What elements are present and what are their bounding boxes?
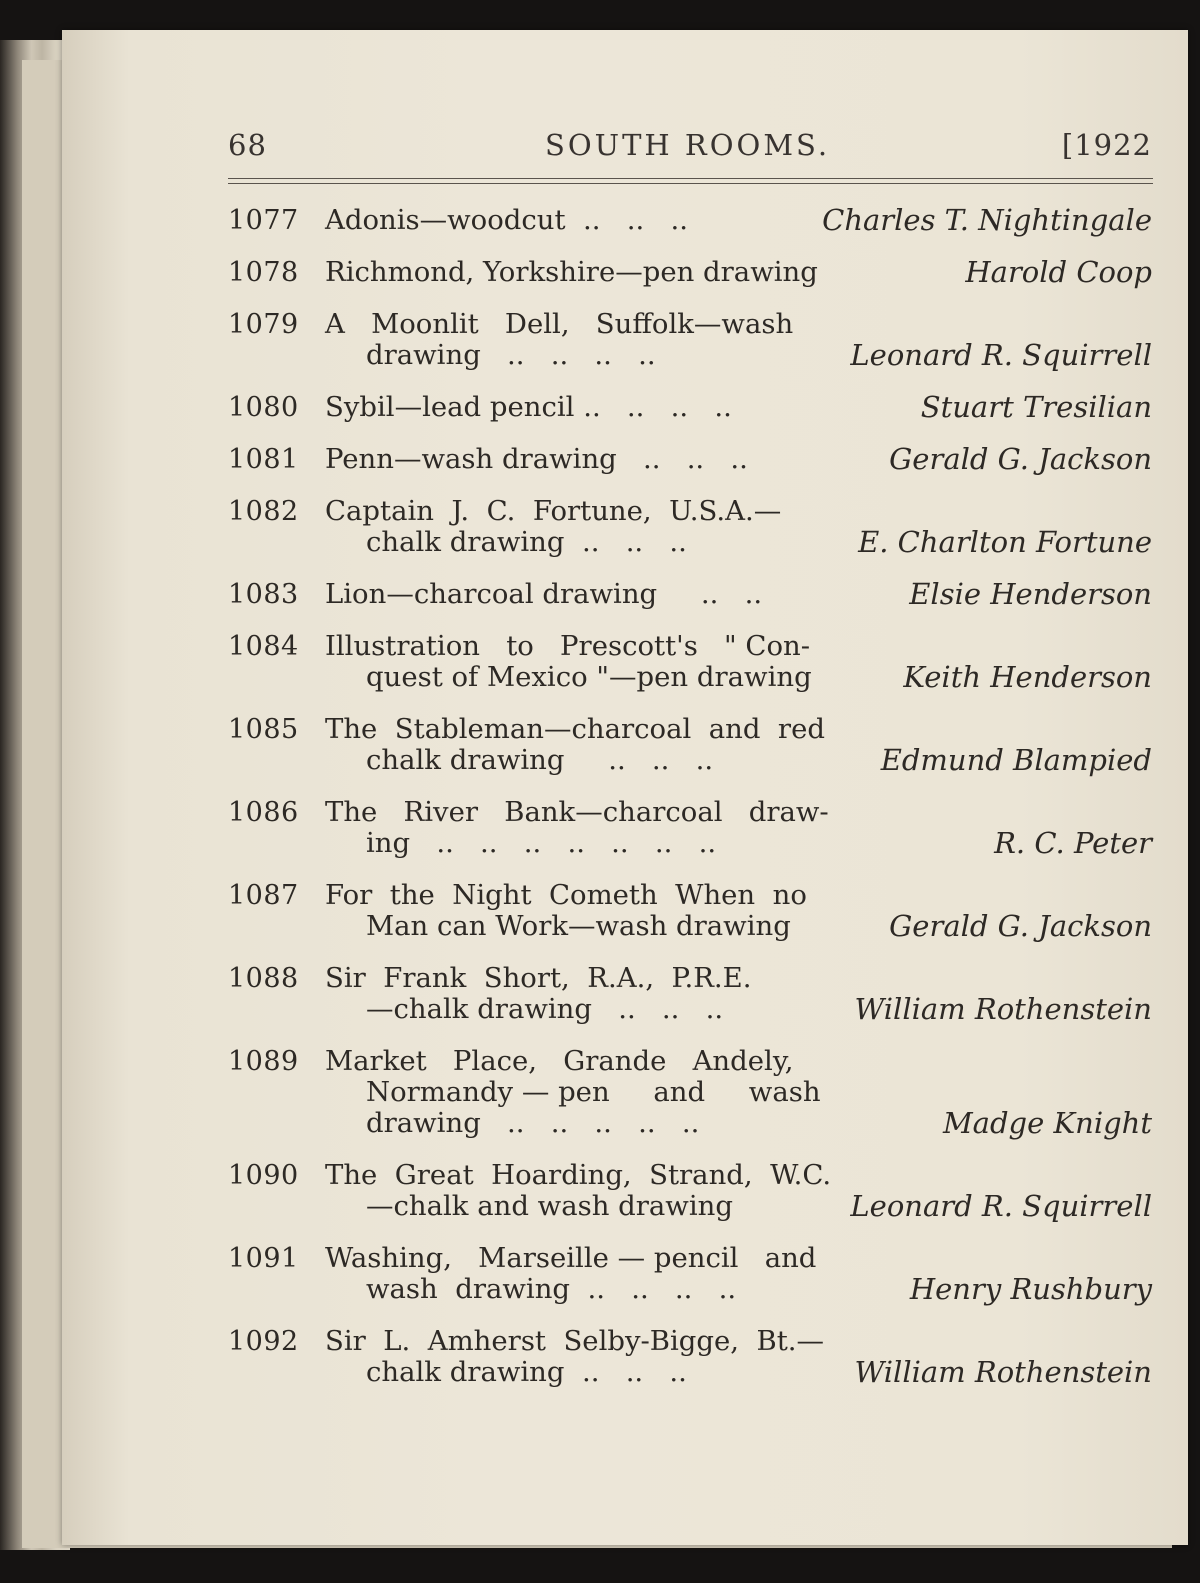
- entry-title-text: wash drawing .. .. .. ..: [366, 1273, 737, 1305]
- entry-number: 1091: [228, 1243, 299, 1274]
- entry-number: 1083: [228, 579, 299, 610]
- entry-artist: William Rothenstein: [854, 1355, 1152, 1389]
- entry-title-text: Washing, Marseille — pencil and: [325, 1242, 817, 1274]
- entry-title-text: ing .. .. .. .. .. .. ..: [366, 827, 717, 859]
- entry-number: 1078: [228, 257, 299, 288]
- entry-title-line: [228, 631, 1158, 662]
- entry-title-text: A Moonlit Dell, Suffolk—wash: [325, 308, 794, 340]
- entry-title-line: [228, 1326, 1158, 1357]
- entry-artist: Leonard R. Squirrell: [850, 1189, 1152, 1223]
- entry-title-line: [228, 1243, 1158, 1274]
- entry-title-text: quest of Mexico "—pen drawing: [366, 661, 812, 693]
- entry-artist: Keith Henderson: [903, 660, 1152, 694]
- entry-number: 1086: [228, 797, 299, 828]
- page-number: 68: [228, 128, 267, 162]
- catalogue-entry: [228, 579, 1158, 610]
- entry-title-line: [228, 880, 1158, 911]
- entry-title-text: Illustration to Prescott's " Con-: [325, 630, 811, 662]
- entry-title-text: drawing .. .. .. ..: [366, 339, 656, 371]
- entry-number: 1080: [228, 392, 299, 423]
- catalogue-entry: [228, 392, 1158, 423]
- entry-title-text: Sir L. Amherst Selby-Bigge, Bt.—: [325, 1325, 825, 1357]
- entry-artist: Henry Rushbury: [909, 1272, 1152, 1306]
- entry-title-line: [228, 1046, 1158, 1077]
- entry-title-text: chalk drawing .. .. ..: [366, 744, 714, 776]
- entry-title-text: Penn—wash drawing .. .. ..: [325, 443, 748, 475]
- entry-number: 1087: [228, 880, 299, 911]
- page-header: [228, 122, 1158, 172]
- entry-title-text: Richmond, Yorkshire—pen drawing: [325, 256, 818, 288]
- entry-title-text: Sir Frank Short, R.A., P.R.E.: [325, 962, 752, 994]
- entry-artist: Madge Knight: [942, 1106, 1152, 1140]
- entry-number: 1082: [228, 496, 299, 527]
- catalogue-entry: [228, 1160, 1158, 1222]
- entry-title-text: Man can Work—wash drawing: [366, 910, 791, 942]
- entry-artist: R. C. Peter: [994, 826, 1152, 860]
- entry-title-line: [228, 309, 1158, 340]
- entry-title-text: Adonis—woodcut .. .. ..: [325, 204, 688, 236]
- page-title: SOUTH ROOMS.: [545, 128, 831, 162]
- header-rule: [228, 178, 1153, 184]
- entry-number: 1092: [228, 1326, 299, 1357]
- entry-artist: E. Charlton Fortune: [858, 525, 1152, 559]
- entry-title-line: [228, 1160, 1158, 1191]
- entry-title-text: chalk drawing .. .. ..: [366, 526, 687, 558]
- entry-title-text: Market Place, Grande Andely,: [325, 1045, 794, 1077]
- entry-title-line: [228, 797, 1158, 828]
- catalogue-entry: [228, 963, 1158, 1025]
- entry-title-text: Normandy — pen and wash: [366, 1076, 821, 1108]
- entry-number: 1077: [228, 205, 299, 236]
- catalogue-entry: [228, 496, 1158, 558]
- entry-number: 1090: [228, 1160, 299, 1191]
- entry-title-text: drawing .. .. .. .. ..: [366, 1107, 700, 1139]
- entry-number: 1084: [228, 631, 299, 662]
- entry-artist: Gerald G. Jackson: [889, 442, 1152, 476]
- entry-number: 1079: [228, 309, 299, 340]
- catalogue-entry: [228, 257, 1158, 288]
- entry-number: 1088: [228, 963, 299, 994]
- entry-artist: Edmund Blampied: [880, 743, 1152, 777]
- entry-title-text: Sybil—lead pencil .. .. .. ..: [325, 391, 732, 423]
- entry-title-text: The Great Hoarding, Strand, W.C.: [325, 1159, 832, 1191]
- catalogue-entry: [228, 797, 1158, 859]
- catalogue-entry: [228, 631, 1158, 693]
- catalogue-entry: [228, 309, 1158, 371]
- entry-title-line: [228, 963, 1158, 994]
- entry-title-text: Captain J. C. Fortune, U.S.A.—: [325, 495, 782, 527]
- entry-number: 1089: [228, 1046, 299, 1077]
- entry-title-text: chalk drawing .. .. ..: [366, 1356, 687, 1388]
- catalogue-entry: [228, 1326, 1158, 1388]
- entry-title-line: [228, 496, 1158, 527]
- catalogue-entry: [228, 205, 1158, 236]
- catalogue-entry: [228, 1046, 1158, 1139]
- entry-number: 1085: [228, 714, 299, 745]
- catalogue-entry: [228, 714, 1158, 776]
- catalogue-entry: [228, 1243, 1158, 1305]
- entry-artist: Gerald G. Jackson: [889, 909, 1152, 943]
- entry-title-text: The River Bank—charcoal draw-: [325, 796, 829, 828]
- entry-title-text: —chalk drawing .. .. ..: [366, 993, 724, 1025]
- entry-title-text: The Stableman—charcoal and red: [325, 713, 825, 745]
- entry-title-text: For the Night Cometh When no: [325, 879, 807, 911]
- catalogue-entry: [228, 444, 1158, 475]
- entry-artist: William Rothenstein: [854, 992, 1152, 1026]
- entry-artist: Charles T. Nightingale: [822, 203, 1152, 237]
- page-year: [1922: [1061, 128, 1152, 162]
- entry-number: 1081: [228, 444, 299, 475]
- entry-title-text: —chalk and wash drawing: [366, 1190, 733, 1222]
- entry-title-line: [228, 1077, 1158, 1108]
- entry-artist: Stuart Tresilian: [920, 390, 1152, 424]
- entry-title-text: Lion—charcoal drawing .. ..: [325, 578, 763, 610]
- entry-title-line: [228, 714, 1158, 745]
- entry-list: [228, 205, 1158, 1388]
- entry-artist: Leonard R. Squirrell: [850, 338, 1152, 372]
- entry-artist: Elsie Henderson: [909, 577, 1152, 611]
- entry-artist: Harold Coop: [965, 255, 1152, 289]
- catalogue-entry: [228, 880, 1158, 942]
